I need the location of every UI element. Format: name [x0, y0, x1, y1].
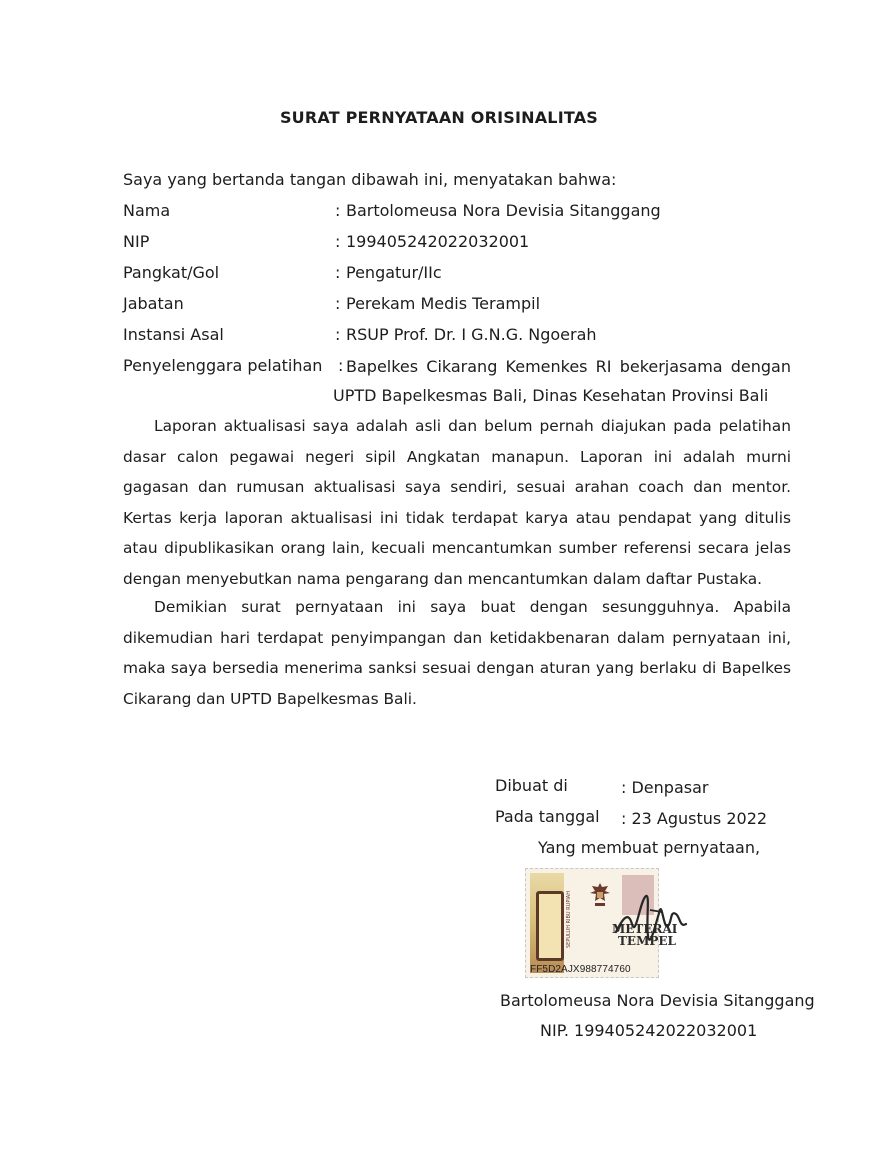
field-separator: :: [335, 263, 341, 282]
field-label: Jabatan: [123, 294, 184, 313]
paragraph-closing: Demikian surat pernyataan ini saya buat dengan sesungguhnya. Apabila dikemudian hari terdapat penyimpangan dan ketidakbenaran dalam pernyataan ini, maka saya bersedia menerima sanksi sesuai dengan aturan yang berlaku di Bapelkes Cikarang dan UPTD Bapelkesmas Bali.: [123, 598, 791, 708]
signer-nip: NIP. 199405242022032001: [540, 1021, 758, 1040]
place-label: Dibuat di: [495, 776, 568, 795]
field-value-penyelenggara: [333, 352, 791, 410]
field-label: Penyelenggara pelatihan: [123, 356, 323, 375]
closing-line: Yang membuat pernyataan,: [538, 838, 761, 857]
field-label: NIP: [123, 232, 150, 251]
field-separator: :: [335, 325, 341, 344]
paragraph-originality: Laporan aktualisasi saya adalah asli dan belum pernah diajukan pada pelatihan dasar calon pegawai negeri sipil Angkatan manapun. Laporan ini adalah murni gagasan dan rumusan aktualisasi saya sendiri, sesuai arahan coach dan mentor. Kertas kerja laporan aktualisasi ini tidak terdapat karya atau pendapat yang ditulis atau dipublikasikan orang lain, kecuali mencantumkan sumber referensi secara jelas dengan menyebutkan nama pengarang dan mencantumkan dalam daftar Pustaka.: [123, 417, 791, 588]
date-label: Pada tanggal: [495, 807, 600, 826]
signer-name: Bartolomeusa Nora Devisia Sitanggang: [500, 991, 815, 1010]
field-separator: :: [335, 294, 341, 313]
place-value: : Denpasar: [621, 778, 709, 797]
field-label: Pangkat/Gol: [123, 263, 220, 282]
field-value: 199405242022032001: [346, 232, 530, 251]
handwritten-signature-icon: [610, 880, 690, 960]
field-separator: :: [335, 201, 341, 220]
field-value: RSUP Prof. Dr. I G.N.G. Ngoerah: [346, 325, 597, 344]
intro-line: Saya yang bertanda tangan dibawah ini, menyatakan bahwa:: [123, 170, 617, 189]
stamp-label-top: METERAI: [612, 922, 678, 936]
field-separator: :: [335, 232, 341, 251]
stamp-small-text: SEPULUH RIBU RUPIAH: [566, 891, 572, 949]
stamp-serial: FF5D2AJX988774760: [530, 964, 631, 975]
field-value: Bapelkes Cikarang Kemenkes RI bekerjasama dengan UPTD Bapelkesmas Bali, Dinas Kesehatan Provinsi Bali: [333, 357, 791, 405]
field-value: Perekam Medis Terampil: [346, 294, 541, 313]
stamp-value-box: [536, 891, 564, 961]
field-separator: :: [338, 356, 344, 375]
field-label: Nama: [123, 201, 171, 220]
field-value: Pengatur/IIc: [346, 263, 442, 282]
stamp-label-bottom: TEMPEL: [618, 934, 676, 948]
garuda-emblem-icon: [588, 881, 612, 909]
stamp-value-panel: [530, 873, 564, 973]
document-title: SURAT PERNYATAAN ORISINALITAS: [279, 108, 599, 127]
field-value: Bartolomeusa Nora Devisia Sitanggang: [346, 201, 661, 220]
field-label: Instansi Asal: [123, 325, 224, 344]
date-value: : 23 Agustus 2022: [621, 809, 768, 828]
